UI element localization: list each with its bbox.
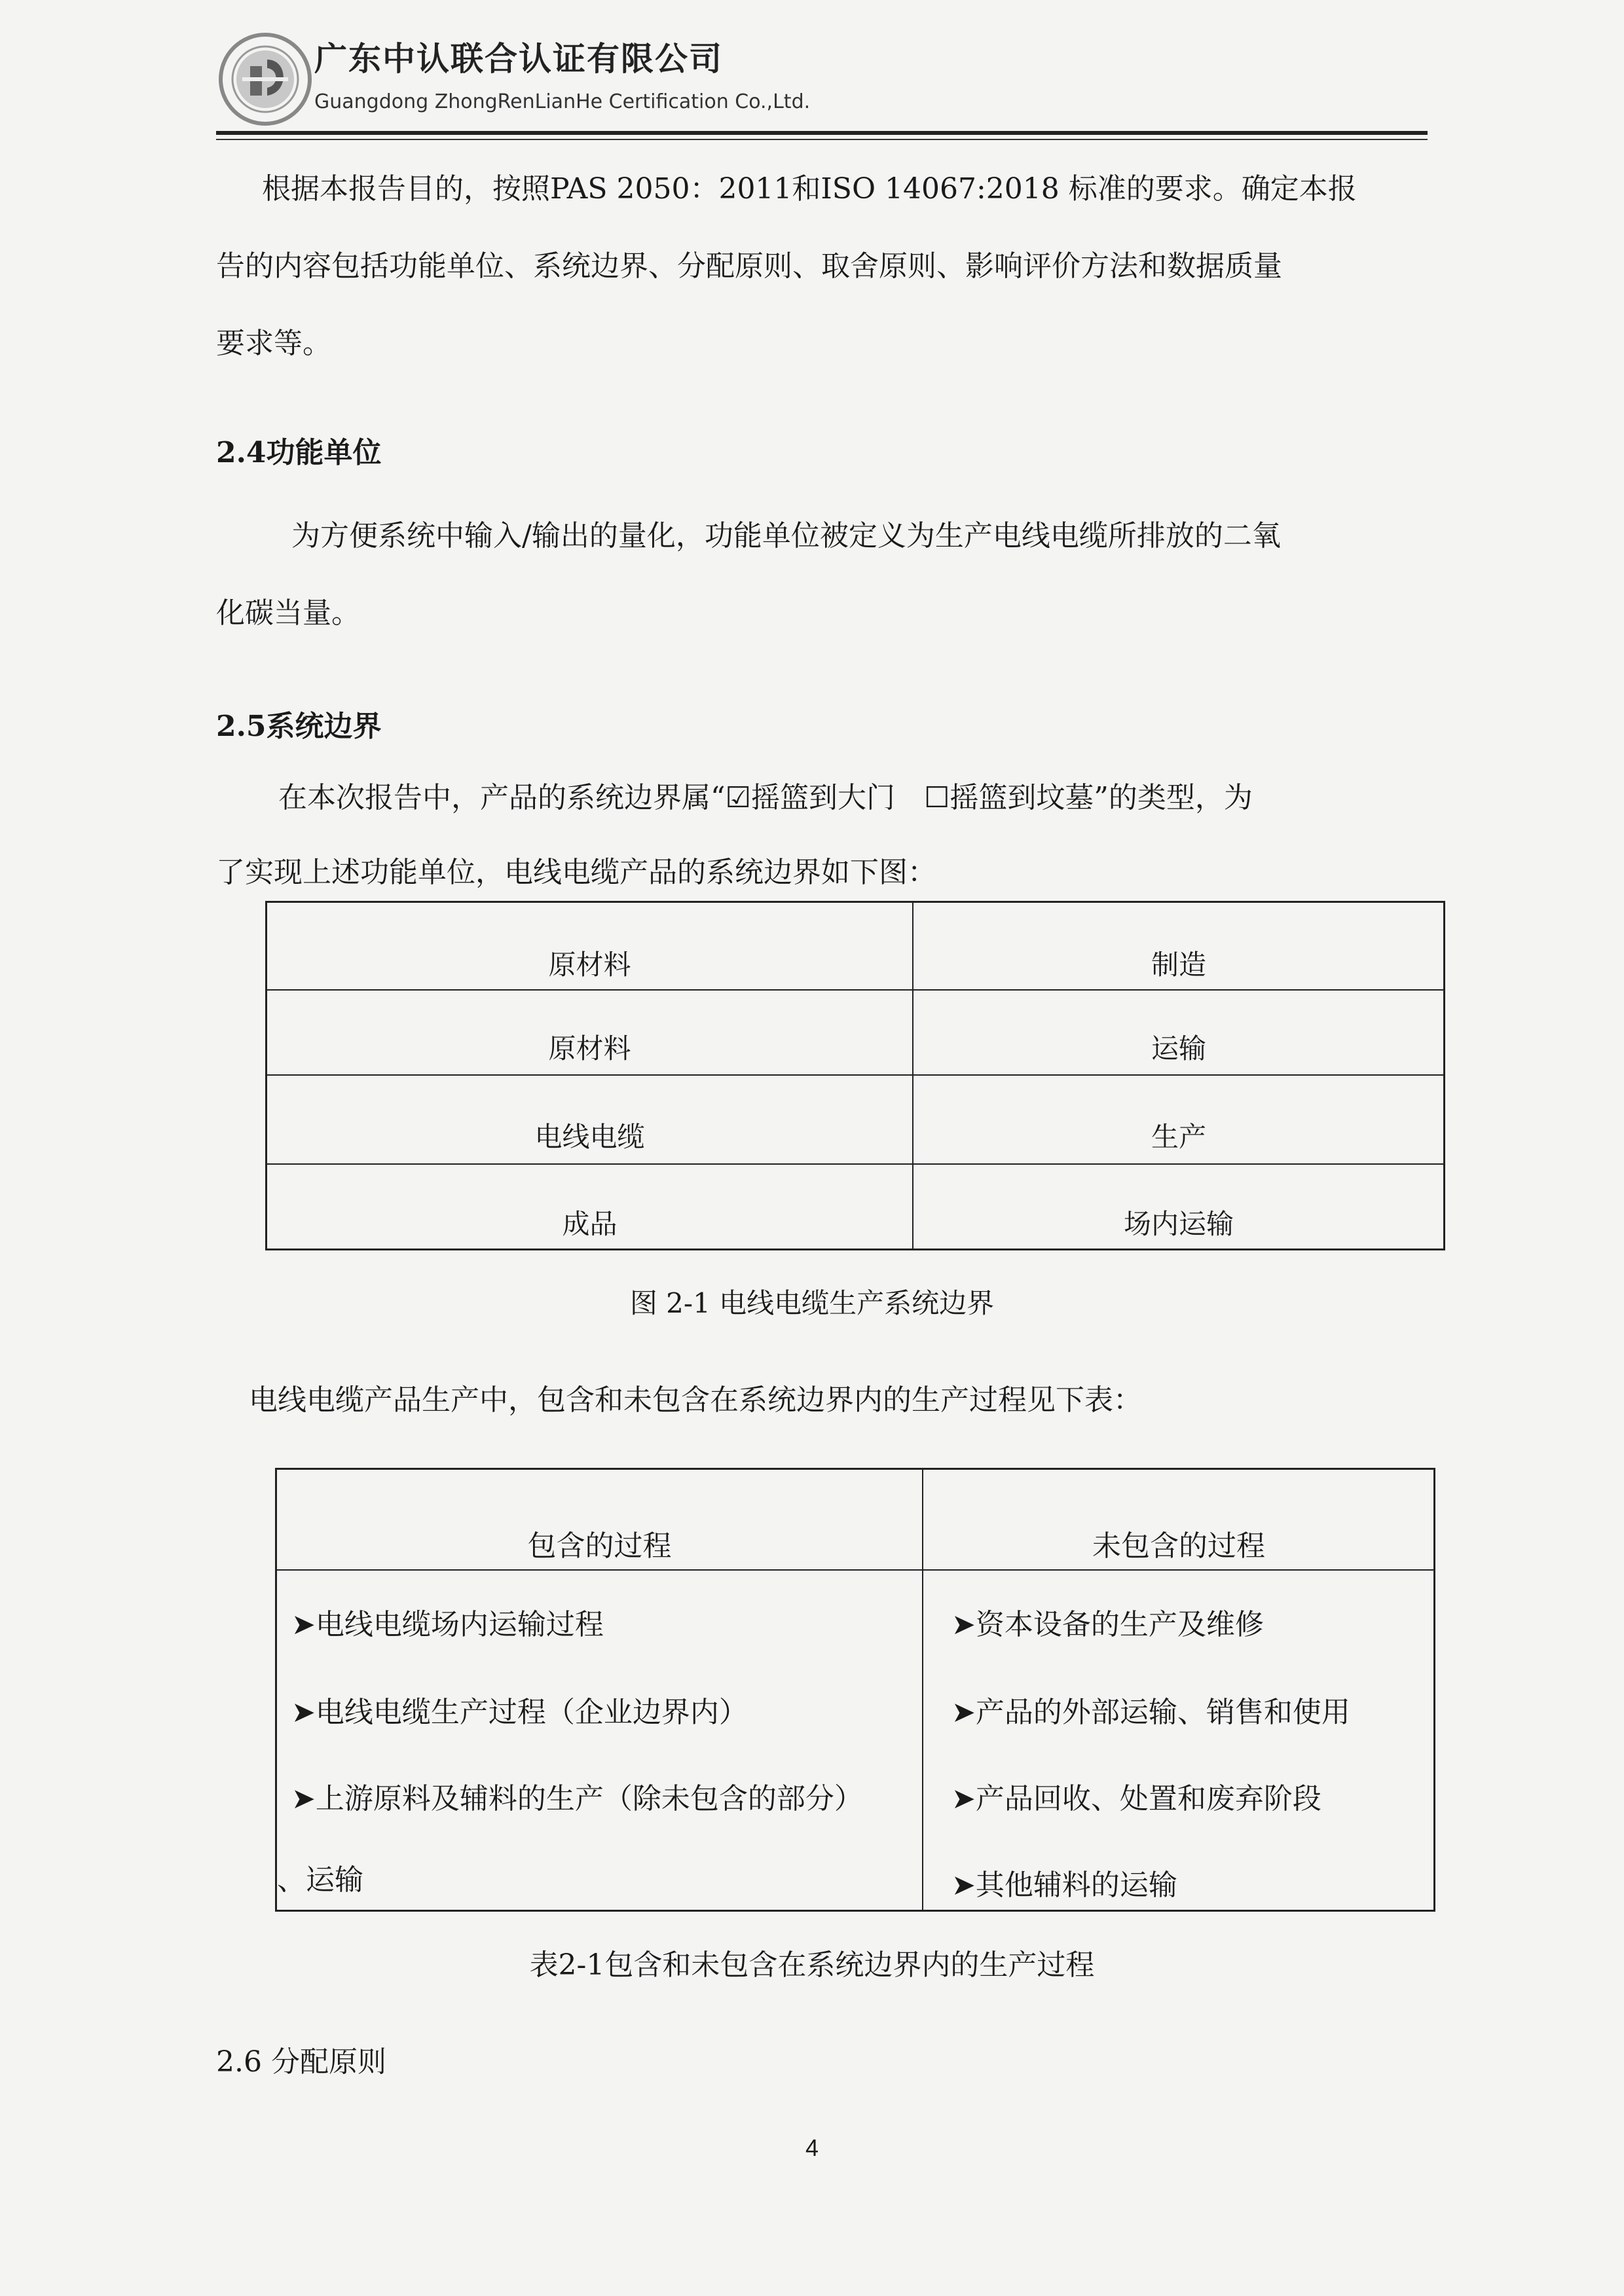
excluded-item: ➤产品的外部运输、销售和使用 <box>951 1696 1350 1729</box>
table-rule <box>267 989 1443 991</box>
company-name-en: Guangdong ZhongRenLianHe Certification Co.,Ltd. <box>314 90 811 113</box>
s24-line-2: 化碳当量。 <box>216 596 360 630</box>
included-item: 、运输 <box>277 1863 363 1897</box>
table-cell: 电线电缆 <box>534 1121 645 1153</box>
table-header-excluded: 未包含的过程 <box>1092 1529 1265 1563</box>
table-cell: 运输 <box>1151 1032 1206 1065</box>
intro-line-2: 告的内容包括功能单位、系统边界、分配原则、取舍原则、影响评价方法和数据质量 <box>216 249 1282 283</box>
table-cell: 原材料 <box>548 949 631 981</box>
table-rule <box>277 1569 1433 1571</box>
company-name-cn: 广东中认联合认证有限公司 <box>314 40 723 78</box>
excluded-item: ➤其他辅料的运输 <box>951 1868 1177 1902</box>
s24-line-1: 为方便系统中输入/输出的量化，功能单位被定义为生产电线电缆所排放的二氧 <box>291 519 1281 553</box>
table-cell: 原材料 <box>548 1032 631 1065</box>
table-header-included: 包含的过程 <box>527 1529 672 1563</box>
header-rule <box>216 131 1428 135</box>
process-table <box>275 1468 1435 1912</box>
included-item: ➤上游原料及辅料的生产（除未包含的部分） <box>291 1782 863 1815</box>
excluded-item: ➤产品回收、处置和废弃阶段 <box>951 1782 1321 1815</box>
section-heading-2-6: 2.6 分配原则 <box>216 2045 386 2079</box>
figure-caption: 图 2-1 电线电缆生产系统边界 <box>629 1287 995 1319</box>
intro-line-1: 根据本报告目的，按照PAS 2050：2011和ISO 14067:2018 标准的要求。确定本报 <box>262 172 1357 206</box>
table-rule <box>267 1163 1443 1165</box>
company-seal-icon <box>216 30 314 128</box>
section-heading-2-5: 2.5系统边界 <box>216 710 382 743</box>
table-cell: 制造 <box>1151 949 1206 981</box>
s25-line-1: 在本次报告中，产品的系统边界属“☑摇篮到大门 ☐摇篮到坟墓”的类型，为 <box>278 781 1253 814</box>
included-item: ➤电线电缆场内运输过程 <box>291 1608 604 1641</box>
system-boundary-table <box>265 901 1445 1250</box>
section-heading-2-4: 2.4功能单位 <box>216 436 382 469</box>
table-caption: 表2-1包含和未包含在系统边界内的生产过程 <box>529 1948 1095 1982</box>
letterhead <box>216 26 1428 141</box>
table-intro: 电线电缆产品生产中，包含和未包含在系统边界内的生产过程见下表： <box>249 1383 1142 1417</box>
table-cell: 场内运输 <box>1123 1208 1234 1240</box>
s25-line-2: 了实现上述功能单位，电线电缆产品的系统边界如下图： <box>216 856 936 889</box>
table-rule <box>267 1074 1443 1076</box>
intro-line-3: 要求等。 <box>216 327 331 360</box>
header-rule-thin <box>216 139 1428 140</box>
included-item: ➤电线电缆生产过程（企业边界内） <box>291 1696 748 1729</box>
table-cell: 成品 <box>562 1208 618 1240</box>
table-cell: 生产 <box>1151 1121 1206 1153</box>
page-number: 4 <box>805 2134 819 2161</box>
excluded-item: ➤资本设备的生产及维修 <box>951 1608 1264 1641</box>
